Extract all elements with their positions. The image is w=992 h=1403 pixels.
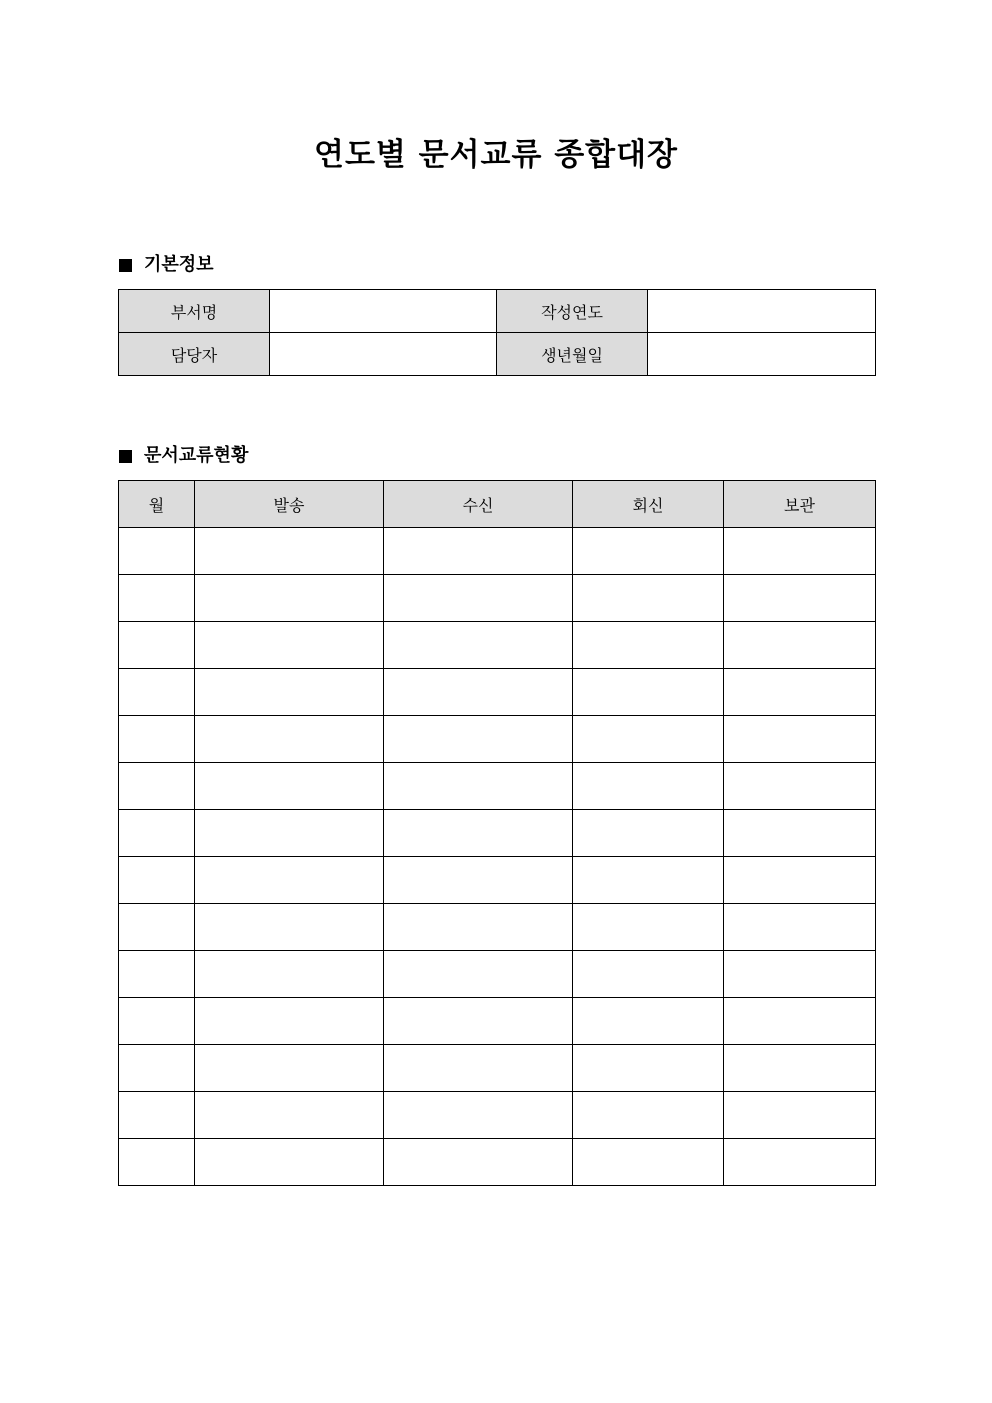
- exchange-status-table: [118, 480, 876, 1186]
- table-cell[interactable]: [724, 763, 876, 810]
- table-cell[interactable]: [573, 716, 724, 763]
- basic-info-heading: [119, 252, 214, 278]
- table-cell[interactable]: [119, 716, 195, 763]
- table-row: [119, 575, 876, 622]
- table-cell[interactable]: [724, 857, 876, 904]
- table-cell[interactable]: [724, 951, 876, 998]
- table-cell[interactable]: [573, 904, 724, 951]
- table-row: [119, 857, 876, 904]
- table-cell[interactable]: [195, 669, 384, 716]
- field-value-cell[interactable]: [648, 333, 876, 376]
- table-cell[interactable]: [119, 951, 195, 998]
- table-header-row: [119, 481, 876, 528]
- table-cell[interactable]: [384, 1045, 573, 1092]
- square-bullet-icon: [119, 450, 132, 463]
- table-cell[interactable]: [384, 810, 573, 857]
- basic-info-heading-text: 기본정보: [144, 254, 214, 275]
- basic-info-row: [119, 333, 876, 376]
- document-title: 연도별 문서교류 종합대장: [314, 137, 678, 173]
- field-label: 부서명: [119, 290, 270, 333]
- field-value-cell[interactable]: [270, 290, 497, 333]
- table-cell[interactable]: [119, 810, 195, 857]
- table-cell[interactable]: [573, 575, 724, 622]
- table-cell[interactable]: [119, 622, 195, 669]
- field-value-cell[interactable]: [648, 290, 876, 333]
- table-cell[interactable]: [573, 998, 724, 1045]
- table-cell[interactable]: [724, 575, 876, 622]
- table-cell[interactable]: [384, 716, 573, 763]
- table-row: [119, 528, 876, 575]
- table-cell[interactable]: [195, 716, 384, 763]
- table-cell[interactable]: [573, 951, 724, 998]
- table-row: [119, 998, 876, 1045]
- table-cell[interactable]: [573, 763, 724, 810]
- table-cell[interactable]: [119, 1139, 195, 1186]
- table-row: [119, 763, 876, 810]
- table-cell[interactable]: [724, 1092, 876, 1139]
- basic-info-table: [118, 289, 876, 376]
- table-row: [119, 1092, 876, 1139]
- table-cell[interactable]: [573, 622, 724, 669]
- table-cell[interactable]: [724, 904, 876, 951]
- table-row: [119, 810, 876, 857]
- field-label: 생년월일: [497, 333, 648, 376]
- square-bullet-icon: [119, 259, 132, 272]
- table-cell[interactable]: [195, 810, 384, 857]
- table-cell[interactable]: [384, 998, 573, 1045]
- table-cell[interactable]: [724, 716, 876, 763]
- table-cell[interactable]: [724, 622, 876, 669]
- table-cell[interactable]: [573, 669, 724, 716]
- table-cell[interactable]: [384, 575, 573, 622]
- table-cell[interactable]: [119, 1092, 195, 1139]
- table-cell[interactable]: [384, 904, 573, 951]
- field-label: 담당자: [119, 333, 270, 376]
- exchange-status-heading-text: 문서교류현황: [144, 445, 249, 466]
- table-cell[interactable]: [384, 528, 573, 575]
- table-cell[interactable]: [195, 1139, 384, 1186]
- table-cell[interactable]: [384, 951, 573, 998]
- table-cell[interactable]: [195, 1045, 384, 1092]
- table-cell[interactable]: [119, 998, 195, 1045]
- table-row: [119, 951, 876, 998]
- table-cell[interactable]: [119, 1045, 195, 1092]
- table-cell[interactable]: [384, 1139, 573, 1186]
- column-header: 회신: [573, 481, 724, 528]
- table-cell[interactable]: [195, 1092, 384, 1139]
- table-cell[interactable]: [724, 998, 876, 1045]
- table-row: [119, 622, 876, 669]
- column-header: 수신: [384, 481, 573, 528]
- column-header: 발송: [195, 481, 384, 528]
- table-row: [119, 904, 876, 951]
- table-row: [119, 669, 876, 716]
- table-cell[interactable]: [195, 998, 384, 1045]
- table-row: [119, 716, 876, 763]
- table-cell[interactable]: [384, 669, 573, 716]
- table-cell[interactable]: [119, 575, 195, 622]
- table-cell[interactable]: [384, 857, 573, 904]
- table-cell[interactable]: [195, 622, 384, 669]
- table-cell[interactable]: [724, 669, 876, 716]
- table-cell[interactable]: [384, 622, 573, 669]
- table-cell[interactable]: [573, 1092, 724, 1139]
- table-cell[interactable]: [573, 1139, 724, 1186]
- table-cell[interactable]: [384, 1092, 573, 1139]
- table-cell[interactable]: [119, 857, 195, 904]
- table-cell[interactable]: [573, 1045, 724, 1092]
- table-cell[interactable]: [573, 810, 724, 857]
- table-cell[interactable]: [119, 904, 195, 951]
- field-label: 작성연도: [497, 290, 648, 333]
- table-cell[interactable]: [724, 528, 876, 575]
- table-cell[interactable]: [119, 528, 195, 575]
- table-cell[interactable]: [119, 669, 195, 716]
- table-cell[interactable]: [724, 810, 876, 857]
- table-row: [119, 1139, 876, 1186]
- field-value-cell[interactable]: [270, 333, 497, 376]
- table-cell[interactable]: [119, 763, 195, 810]
- table-cell[interactable]: [195, 904, 384, 951]
- table-cell[interactable]: [195, 857, 384, 904]
- table-row: [119, 1045, 876, 1092]
- table-cell[interactable]: [573, 528, 724, 575]
- table-cell[interactable]: [573, 857, 724, 904]
- table-cell[interactable]: [195, 951, 384, 998]
- table-cell[interactable]: [195, 528, 384, 575]
- table-cell[interactable]: [724, 1139, 876, 1186]
- table-cell[interactable]: [724, 1045, 876, 1092]
- column-header: 월: [119, 481, 195, 528]
- table-cell[interactable]: [195, 575, 384, 622]
- table-cell[interactable]: [195, 763, 384, 810]
- column-header: 보관: [724, 481, 876, 528]
- basic-info-row: [119, 290, 876, 333]
- table-cell[interactable]: [384, 763, 573, 810]
- exchange-status-heading: [119, 443, 248, 469]
